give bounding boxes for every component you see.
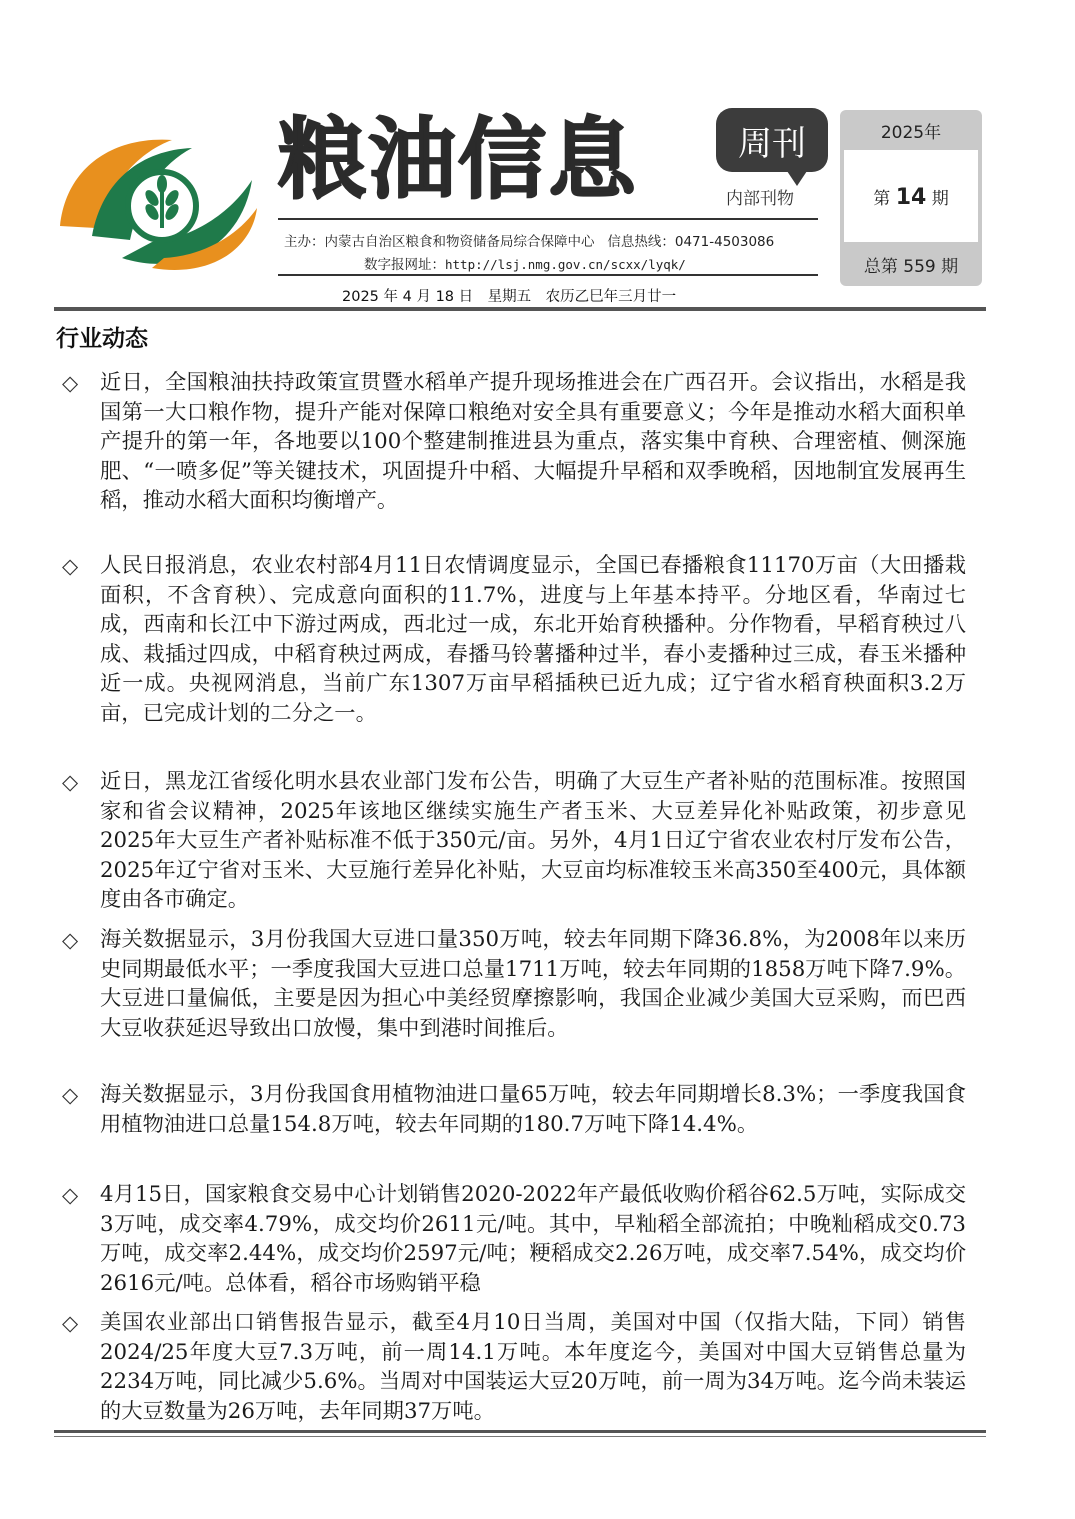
news-item-text: 4月15日，国家粮食交易中心计划销售2020-2022年产最低收购价稻谷62.5万吨，实际成交3万吨，成交率4.79%，成交均价2611元/吨。其中，早籼稻全部流拍；中晚籼稻成交0.73万吨，成交率2.44%，成交均价2597元/吨；粳稻成交2.26万吨，成交率7.54%，成交均价2616元/吨。总体看，稻谷市场购销平稳: [100, 1182, 966, 1296]
date-line: 2025 年 4 月 18 日 星期五 农历乙巳年三月廿一: [342, 289, 677, 305]
diamond-bullet-icon: ◇: [62, 371, 79, 395]
issue-total: 总第 559 期: [863, 257, 959, 277]
issue-number-line: [844, 184, 978, 210]
diamond-bullet-icon: ◇: [62, 554, 79, 578]
masthead-rule-top: [278, 218, 818, 220]
news-item-text: 人民日报消息，农业农村部4月11日农情调度显示，全国已春播粮食11170万亩（大田播栽面积，不含育秧）、完成意向面积的11.7%，进度与上年基本持平。分地区看，华南过七成，西南和长江中下游过两成，西北过一成，东北开始育秧播种。分作物看，早稻育秧过八成、栽插过四成，中稻育秧过两成，春播马铃薯播种过半，春小麦播种过三成，春玉米播种近一成。央视网消息，当前广东1307万亩早稻插秧已近九成；辽宁省水稻育秧面积3.2万亩，已完成计划的二分之一。: [100, 553, 966, 726]
news-item-text: 近日，黑龙江省绥化明水县农业部门发布公告，明确了大豆生产者补贴的范围标准。按照国家和省会议精神，2025年该地区继续实施生产者玉米、大豆差异化补贴政策，初步意见2025年大豆生产者补贴标准不低于350元/亩。另外，4月1日辽宁省农业农村厅发布公告，2025年辽宁省对玉米、大豆施行差异化补贴，大豆亩均标准较玉米高350至400元，具体额度由各市确定。: [100, 769, 966, 913]
footer-divider: [54, 1430, 986, 1433]
diamond-bullet-icon: ◇: [62, 928, 79, 952]
url-label: 数字报网址：: [364, 257, 445, 273]
issue-suffix: 期: [931, 189, 949, 209]
issue-year: 2025年: [880, 123, 942, 143]
header-divider: [54, 307, 986, 311]
masthead-title: [278, 108, 718, 212]
url-link[interactable]: http://lsj.nmg.gov.cn/scxx/lyqk/: [445, 257, 686, 272]
news-item-text: 海关数据显示，3月份我国食用植物油进口量65万吨，较去年同期增长8.3%；一季度我国食用植物油进口总量154.8万吨，较去年同期的180.7万吨下降14.4%。: [100, 1082, 966, 1137]
logo: [52, 128, 262, 278]
sponsor-line: [284, 230, 774, 250]
footer-divider-thin: [54, 1436, 986, 1437]
diamond-bullet-icon: ◇: [62, 770, 79, 794]
issue-number: 14: [895, 185, 927, 210]
internal-label: 内部刊物: [726, 189, 794, 209]
masthead-rule-bottom: [278, 274, 818, 276]
diamond-bullet-icon: ◇: [62, 1083, 79, 1107]
diamond-bullet-icon: ◇: [62, 1183, 79, 1207]
hotline-text: 信息热线：0471-4503086: [607, 234, 775, 250]
news-item-text: 近日，全国粮油扶持政策宣贯暨水稻单产提升现场推进会在广西召开。会议指出，水稻是我国第一大口粮作物，提升产能对保障口粮绝对安全具有重要意义；今年是推动水稻大面积单产提升的第一年，各地要以100个整建制推进县为重点，落实集中育秧、合理密植、侧深施肥、“一喷多促”等关键技术，巩固提升中稻、大幅提升早稻和双季晚稻，因地制宜发展再生稻，推动水稻大面积均衡增产。: [100, 370, 966, 514]
weekly-badge: 周刊: [716, 108, 828, 172]
masthead-title-text: 粮油信息: [278, 108, 639, 211]
url-line: [364, 253, 686, 273]
news-item-text: 海关数据显示，3月份我国大豆进口量350万吨，较去年同期下降36.8%，为2008年以来历史同期最低水平；一季度我国大豆进口总量1711万吨，较去年同期的1858万吨下降7.9%。大豆进口量偏低，主要是因为担心中美经贸摩擦影响，我国企业减少美国大豆采购，而巴西大豆收获延迟导致出口放慢，集中到港时间推后。: [100, 927, 966, 1041]
diamond-bullet-icon: ◇: [62, 1311, 79, 1335]
news-item-text: 美国农业部出口销售报告显示，截至4月10日当周，美国对中国（仅指大陆，下同）销售2024/25年度大豆7.3万吨，前一周14.1万吨。本年度迄今，美国对中国大豆销售总量为2234万吨，同比减少5.6%。当周对中国装运大豆20万吨，前一周为34万吨。迄今尚未装运的大豆数量为26万吨，去年同期37万吨。: [100, 1310, 966, 1424]
issue-prefix: 第: [873, 189, 891, 209]
section-title: 行业动态: [56, 326, 148, 352]
sponsor-text: 主办：内蒙古自治区粮食和物资储备局综合保障中心: [284, 234, 595, 250]
